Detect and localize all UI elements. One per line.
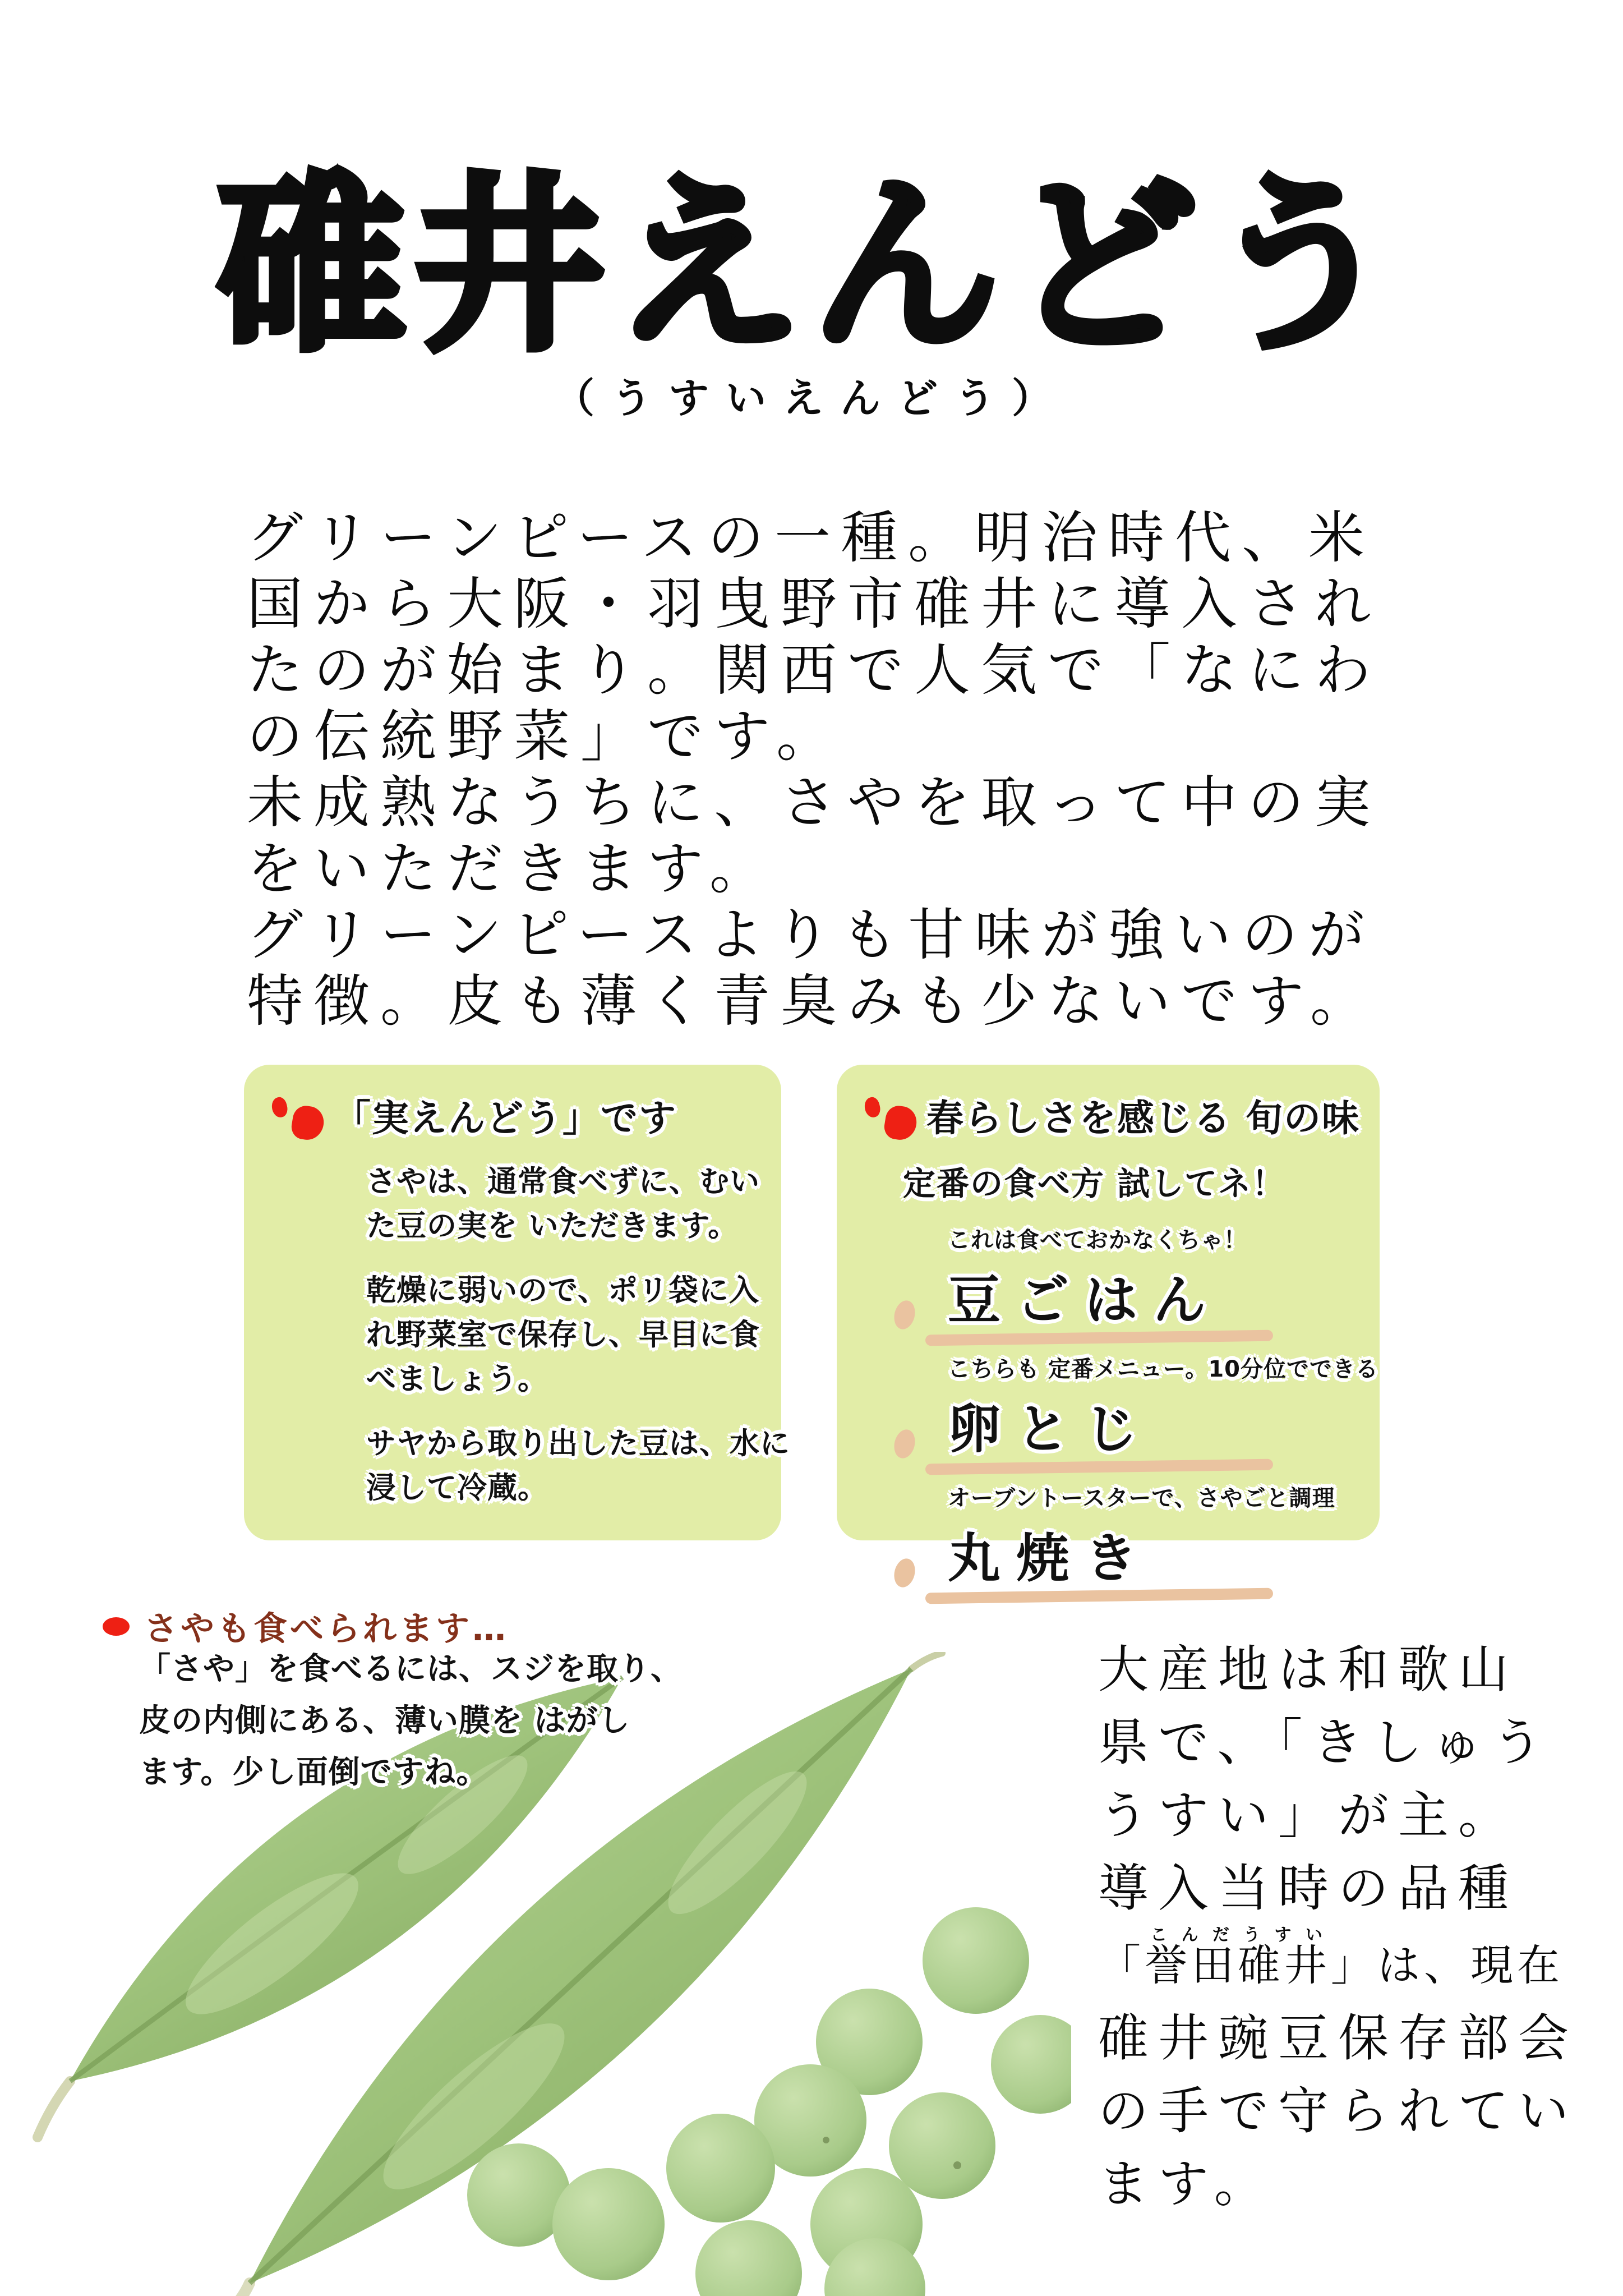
dish-name [948,1387,1153,1462]
production-paragraph [1098,1634,1578,2221]
box-line: た豆の実を いただきます。 [366,1209,739,1243]
info-box-season-taste [837,1065,1380,1589]
ruby-text: こんだ [1145,1925,1238,1945]
dish-name-text: 卵とじ [948,1399,1154,1460]
dish-bullet-icon [891,1556,918,1589]
dish-name [948,1258,1221,1333]
dish-name-text: 丸焼き [948,1528,1154,1589]
ruby-konda [1145,1925,1238,1990]
box-line: 乾燥に弱いので、ポリ袋に入 [366,1273,759,1308]
red-dot-icon [103,1617,130,1636]
box-line: れ野菜室で保存し、早目に食 [366,1318,760,1352]
red-dots-icon [864,1092,914,1139]
ruby-base: 碓井 [1238,1940,1331,1990]
box-line: サヤから取り出した豆は、水に [366,1427,790,1461]
ruby-usui [1238,1925,1331,1990]
pods-note-line: 皮の内側にある、薄い膜を はがし [139,1703,630,1739]
production-line: の手で守られてい [1098,2082,1578,2141]
box-subheading: 定番の食べ方 試してネ！ [903,1165,1286,1203]
dish-bullet-icon [891,1427,918,1460]
intro-line: グリーンピースよりも甘味が強いのが [247,902,1375,968]
ruby-post: 」は、現在 [1331,1940,1564,1990]
intro-paragraph [247,505,1381,1034]
box-heading-row [271,1088,754,1142]
dish-underline [925,1459,1273,1475]
production-line: 導入当時の品種 [1098,1859,1518,1918]
production-line: うすい」が主。 [1098,1786,1518,1845]
dish-underline [925,1588,1273,1604]
intro-line: の伝統野菜」です。 [247,703,843,769]
dish-note: これは食べておかなくちゃ！ [948,1227,1247,1253]
dish-name-text: 豆ごはん [948,1270,1222,1331]
dish-bullet-icon [891,1298,918,1331]
box-heading: 春らしさを感じる 旬の味 [926,1097,1360,1140]
box-line: べましょう。 [366,1362,548,1396]
box-paragraph [366,1421,790,1510]
info-box-mi-endou [244,1065,790,1540]
dish-note: こちらも 定番メニュー。10分位でできる [948,1356,1378,1382]
intro-line: 特徴。皮も薄く青臭みも少ないです。 [247,968,1377,1034]
dish-underline [925,1330,1273,1346]
dish-item [948,1480,1353,1591]
production-line: 碓井豌豆保存部会 [1098,2009,1578,2068]
ruby-pre: 「 [1098,1940,1145,1990]
box-heading-row [864,1088,1360,1142]
dish-item [948,1222,1353,1333]
production-line: 大産地は和歌山 [1098,1640,1518,1699]
intro-line: をいただきます。 [247,836,776,901]
box-line: さやは、通常食べずに、むい [366,1165,760,1199]
dish-note: オーブントースターで、さやごと調理 [948,1485,1335,1511]
production-line: 県で、「きしゅう [1098,1713,1552,1772]
intro-line: 国から大阪・羽曳野市碓井に導入され [247,571,1381,637]
intro-line: グリーンピースの一種。明治時代、米 [247,505,1375,570]
box-line: 浸して冷蔵。 [366,1471,548,1505]
intro-line: 未成熟なうちに、さやを取って中の実 [247,770,1381,835]
box-paragraph [366,1268,760,1401]
red-dots-icon [271,1092,321,1139]
production-line: ます。 [1098,2155,1274,2214]
pods-note-line: 「さや」を食べるには、スジを取り、 [139,1651,683,1687]
production-ruby-line [1098,1925,1578,2002]
pods-note-paragraph [139,1644,683,1798]
pods-note-heading: さやも食べられます… [144,1609,509,1649]
page-title: 碓井えんどう [218,157,1405,376]
box-heading: 「実えんどう」です [334,1097,677,1140]
box-paragraph [366,1159,760,1248]
pods-note-line: ます。少し面倒ですね。 [139,1754,488,1791]
page-subtitle: （うすいえんどう） [554,375,1069,422]
ruby-base: 誉田 [1145,1940,1238,1990]
dish-name [948,1516,1153,1591]
ruby-text: うすい [1238,1925,1331,1945]
dish-item [948,1351,1378,1462]
box-body [366,1159,790,1510]
intro-line: たのが始まり。関西で人気で「なにわ [247,637,1381,703]
